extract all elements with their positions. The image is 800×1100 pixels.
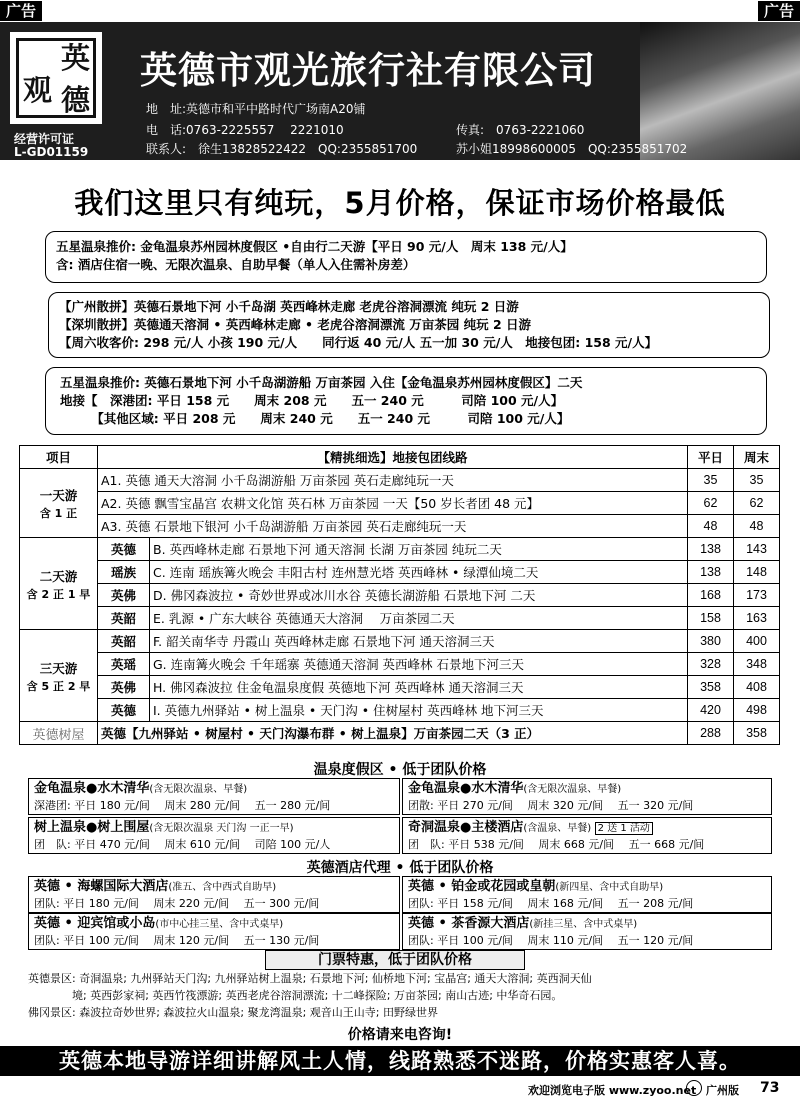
resort-card: 树上温泉●树上围屋(含无限次温泉 天门沟 一正一早) 团 队: 平日 470 元/间 周末 610 元/间 司陪 100 元/人 bbox=[28, 817, 400, 854]
weekend-price: 48 bbox=[734, 515, 780, 538]
promo-line: 【周六收客价: 298 元/人 小孩 190 元/人 同行返 40 元/人 五一加 30 元/人 地接包团: 158 元/人】 bbox=[59, 335, 658, 350]
weekday-price: 48 bbox=[688, 515, 734, 538]
promo-line: 【其他区域: 平日 208 元 周末 240 元 五一 240 元 司陪 100 元/人】 bbox=[60, 411, 570, 426]
route-cell: A3. 英德 石景地下银河 小千岛湖游船 万亩茶园 英石走廊纯玩一天 bbox=[98, 515, 688, 538]
weekend-price: 143 bbox=[734, 538, 780, 561]
promo-line: 【广州散拼】英德石景地下河 小千岛湖 英西峰林走廊 老虎谷溶洞漂流 纯玩 2 日游 bbox=[59, 299, 519, 314]
company-logo bbox=[10, 32, 102, 124]
route-cell: A1. 英德 通天大溶洞 小千岛湖游船 万亩茶园 英石走廊纯玩一天 bbox=[98, 469, 688, 492]
weekday-price: 138 bbox=[688, 538, 734, 561]
ticket-line: 佛冈景区: 森波拉奇妙世界; 森波拉火山温泉; 聚龙湾温泉; 观音山王山寺; 田野绿世界 bbox=[28, 1006, 439, 1019]
col-weekend: 周末 bbox=[734, 446, 780, 469]
weekend-price: 358 bbox=[734, 722, 780, 745]
weekday-price: 420 bbox=[688, 699, 734, 722]
weekend-price: 348 bbox=[734, 653, 780, 676]
local-tour-box bbox=[45, 367, 767, 435]
hotel-card: 英德 • 铂金或花园或皇朝(新四星、含中式自助早) 团队: 平日 158 元/间 周末 168 元/间 五一 208 元/间 bbox=[402, 876, 772, 913]
company-name: 英德市观光旅行社有限公司 bbox=[140, 48, 596, 92]
route-cell: G. 连南篝火晚会 千年瑶寨 英德通天溶洞 英西峰林 石景地下河三天 bbox=[150, 653, 688, 676]
resort-section-title: 温泉度假区 • 低于团队价格 bbox=[0, 759, 800, 779]
weekend-price: 408 bbox=[734, 676, 780, 699]
region-cell: 英佛 bbox=[98, 584, 150, 607]
route-cell: C. 连南 瑶族篝火晚会 丰阳古村 连州慧光塔 英西峰林 • 绿潭仙境二天 bbox=[150, 561, 688, 584]
footer-edition: 广州版 bbox=[706, 1084, 739, 1097]
page-number: 73 bbox=[760, 1080, 780, 1096]
contact-2: 苏小姐18998600005 QQ:2355851702 bbox=[456, 142, 688, 156]
region-cell: 英瑶 bbox=[98, 653, 150, 676]
hotel-card: 英德 • 茶香源大酒店(新挂三星、含中式桌早) 团队: 平日 100 元/间 周末 110 元/间 五一 120 元/间 bbox=[402, 913, 772, 950]
company-header bbox=[0, 22, 800, 160]
hotel-card: 英德 • 海螺国际大酒店(准五、含中西式自助早) 团队: 平日 180 元/间 周末 220 元/间 五一 300 元/间 bbox=[28, 876, 400, 913]
weekend-price: 148 bbox=[734, 561, 780, 584]
weekday-price: 288 bbox=[688, 722, 734, 745]
route-price-table bbox=[19, 445, 780, 745]
promo-line: 【深圳散拼】英德通天溶洞 • 英西峰林走廊 • 老虎谷溶洞漂流 万亩茶园 纯玩 2 日游 bbox=[59, 317, 531, 332]
bottom-banner: 英德本地导游详细讲解风土人情，线路熟悉不迷路，价格实惠客人喜。 bbox=[0, 1046, 800, 1076]
permit-number: L-GD01159 bbox=[14, 145, 89, 159]
col-weekday: 平日 bbox=[688, 446, 734, 469]
region-treehouse: 英德树屋 bbox=[20, 722, 98, 745]
col-route: 【精挑细选】地接包团线路 bbox=[98, 446, 688, 469]
weekday-price: 380 bbox=[688, 630, 734, 653]
weekday-price: 138 bbox=[688, 561, 734, 584]
ticket-section-title: 门票特惠，低于团队价格 bbox=[265, 950, 525, 970]
edition-circle-icon bbox=[686, 1080, 702, 1096]
weekday-price: 35 bbox=[688, 469, 734, 492]
region-cell: 英韶 bbox=[98, 607, 150, 630]
weekday-price: 358 bbox=[688, 676, 734, 699]
region-cell: 英德 bbox=[98, 538, 150, 561]
resort-card: 金龟温泉●水木清华(含无限次温泉、早餐) 团散: 平日 270 元/间 周末 320 元/间 五一 320 元/间 bbox=[402, 778, 772, 815]
weekend-price: 62 bbox=[734, 492, 780, 515]
route-cell: A2. 英德 飘雪宝晶宫 农耕文化馆 英石林 万亩茶园 一天【50 岁长者团 48 元】 bbox=[98, 492, 688, 515]
hotel-section-title: 英德酒店代理 • 低于团队价格 bbox=[0, 857, 800, 877]
route-cell: E. 乳源 • 广东大峡谷 英德通天大溶洞 万亩茶园二天 bbox=[150, 607, 688, 630]
weekend-price: 498 bbox=[734, 699, 780, 722]
route-cell: B. 英西峰林走廊 石景地下河 通天溶洞 长湖 万亩茶园 纯玩二天 bbox=[150, 538, 688, 561]
promo-line: 五星温泉推价: 金龟温泉苏州园林度假区 •自由行二天游【平日 90 元/人 周末 138 元/人】 bbox=[56, 239, 573, 254]
route-cell: H. 佛冈森波拉 住金龟温泉度假 英德地下河 英西峰林 通天溶洞三天 bbox=[150, 676, 688, 699]
region-cell: 瑶族 bbox=[98, 561, 150, 584]
logo-char: 德 bbox=[61, 83, 91, 117]
logo-char: 英 bbox=[61, 41, 91, 75]
route-cell: F. 韶关南华寺 丹霞山 英西峰林走廊 石景地下河 通天溶洞三天 bbox=[150, 630, 688, 653]
region-cell: 英韶 bbox=[98, 630, 150, 653]
ticket-line: 英德景区: 奇洞温泉; 九州驿站天门沟; 九州驿站树上温泉; 石景地下河; 仙桥地下河; 宝晶宫; 通天大溶洞; 英西洞天仙 bbox=[28, 972, 592, 985]
route-cell: 英德【九州驿站 • 树屋村 • 天门沟瀑布群 • 树上温泉】万亩茶园二天（3 正） bbox=[98, 722, 688, 745]
category-three-day: 三天游 含 5 正 2 早 bbox=[20, 630, 98, 722]
ticket-list bbox=[28, 970, 780, 1021]
promo-line: 地接【 深港团: 平日 158 元 周末 208 元 五一 240 元 司陪 100 元/人】 bbox=[60, 393, 564, 408]
category-one-day: 一天游 含 1 正 bbox=[20, 469, 98, 538]
weekday-price: 62 bbox=[688, 492, 734, 515]
contact-1: 联系人: 徐生13828522422 QQ:2355851700 bbox=[146, 142, 418, 156]
ticket-line: 境; 英西彭家祠; 英西竹筏漂游; 英西老虎谷溶洞漂流; 十二峰探险; 万亩茶园; 南山古迹; 中华奇石园。 bbox=[28, 989, 563, 1002]
promo-line: 五星温泉推价: 英德石景地下河 小千岛湖游船 万亩茶园 入住【金龟温泉苏州园林度假区】二天 bbox=[60, 375, 583, 390]
resort-card: 金龟温泉●水木清华(含无限次温泉、早餐) 深港团: 平日 180 元/间 周末 280 元/间 五一 280 元/间 bbox=[28, 778, 400, 815]
region-cell: 英德 bbox=[98, 699, 150, 722]
weekday-price: 328 bbox=[688, 653, 734, 676]
route-cell: I. 英德九州驿站 • 树上温泉 • 天门沟 • 住树屋村 英西峰林 地下河三天 bbox=[150, 699, 688, 722]
group-tour-box bbox=[48, 292, 770, 358]
fax: 传真: 0763-2221060 bbox=[456, 123, 585, 137]
ad-tag-right: 广告 bbox=[758, 1, 800, 21]
promo-line: 含: 酒店住宿一晚、无限次温泉、自助早餐（单人入住需补房差） bbox=[56, 257, 416, 272]
col-item: 项目 bbox=[20, 446, 98, 469]
category-two-day: 二天游 含 2 正 1 早 bbox=[20, 538, 98, 630]
weekend-price: 173 bbox=[734, 584, 780, 607]
logo-char: 观 bbox=[23, 73, 53, 107]
weekend-price: 35 bbox=[734, 469, 780, 492]
ad-tag-left: 广告 bbox=[0, 1, 42, 21]
permit-label: 经营许可证 bbox=[14, 132, 75, 146]
weekday-price: 168 bbox=[688, 584, 734, 607]
route-cell: D. 佛冈森波拉 • 奇妙世界或冰川水谷 英德长湖游船 石景地下河 二天 bbox=[150, 584, 688, 607]
weekend-price: 400 bbox=[734, 630, 780, 653]
headline: 我们这里只有纯玩，5月价格，保证市场价格最低 bbox=[74, 186, 726, 220]
phone: 电 话:0763-2225557 2221010 bbox=[146, 123, 344, 137]
footer-site: 欢迎浏览电子版 www.zyoo.net bbox=[528, 1084, 697, 1097]
consult-note: 价格请来电咨询! bbox=[347, 1027, 453, 1043]
hot-spring-promo-box bbox=[45, 231, 767, 283]
resort-card: 奇洞温泉●主楼酒店(含温泉、早餐) 2 送 1 活动 团 队: 平日 538 元/间 周末 668 元/间 五一 668 元/间 bbox=[402, 817, 772, 854]
address: 地 址:英德市和平中路时代广场南A20铺 bbox=[146, 102, 366, 116]
promo-badge: 2 送 1 活动 bbox=[595, 822, 653, 835]
weekend-price: 163 bbox=[734, 607, 780, 630]
weekday-price: 158 bbox=[688, 607, 734, 630]
hotel-card: 英德 • 迎宾馆或小岛(市中心挂三星、含中式桌早) 团队: 平日 100 元/间 周末 120 元/间 五一 130 元/间 bbox=[28, 913, 400, 950]
region-cell: 英佛 bbox=[98, 676, 150, 699]
